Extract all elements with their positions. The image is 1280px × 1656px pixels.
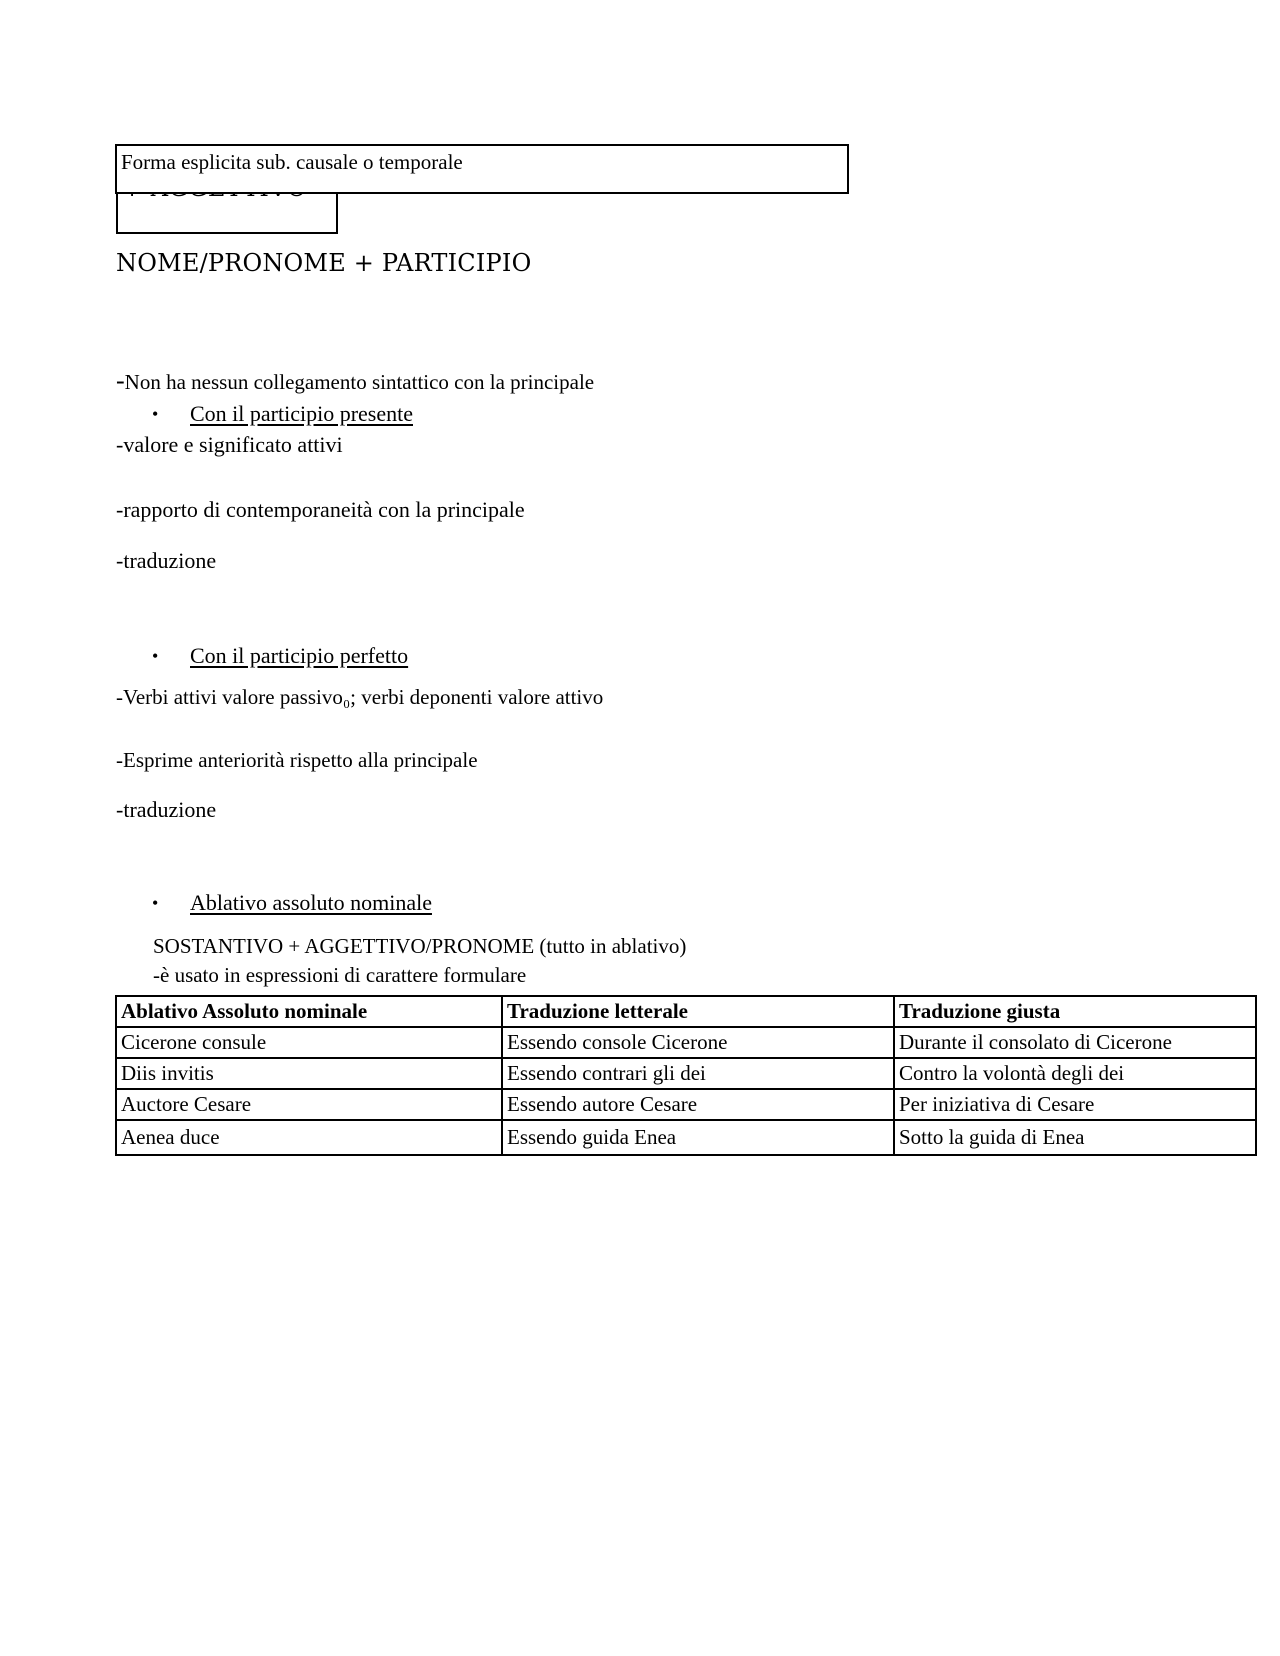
table-header-row bbox=[116, 996, 1256, 1027]
table-row bbox=[116, 1058, 1256, 1089]
intro-line bbox=[116, 368, 594, 395]
table-cell: Essendo autore Cesare bbox=[502, 1089, 894, 1120]
section-line: -valore e significato attivi bbox=[116, 432, 343, 457]
table-row bbox=[116, 1089, 1256, 1120]
intro-dash: - bbox=[116, 366, 125, 395]
bullet-icon: • bbox=[152, 893, 159, 913]
table-cell: Diis invitis bbox=[116, 1058, 502, 1089]
table-row bbox=[116, 1027, 1256, 1058]
table-cell: Sotto la guida di Enea bbox=[894, 1120, 1256, 1155]
bullet-icon: • bbox=[152, 646, 159, 666]
table-header-cell: Traduzione giusta bbox=[894, 996, 1256, 1027]
table-cell: Contro la volontà degli dei bbox=[894, 1058, 1256, 1089]
text-box-forma-esplicita: Forma esplicita sub. causale o temporale bbox=[115, 144, 849, 194]
section-title-ablativo-assoluto: Ablativo assoluto nominale bbox=[190, 890, 432, 915]
table-cell: Auctore Cesare bbox=[116, 1089, 502, 1120]
table-row bbox=[116, 1120, 1256, 1155]
section-line: -traduzione bbox=[116, 548, 217, 573]
page-heading: NOME/PRONOME + PARTICIPIO bbox=[116, 249, 532, 277]
section-line-formula: SOSTANTIVO + AGGETTIVO/PRONOME (tutto in ablativo) bbox=[153, 934, 687, 958]
section-title-participio-presente: Con il participio presente bbox=[190, 401, 413, 426]
table-cell: Durante il consolato di Cicerone bbox=[894, 1027, 1256, 1058]
intro-text: Non ha nessun collegamento sintattico con la principale bbox=[124, 370, 595, 394]
table-cell: Essendo guida Enea bbox=[502, 1120, 894, 1155]
table-cell: Aenea duce bbox=[116, 1120, 502, 1155]
ablativo-table bbox=[115, 995, 1257, 1156]
section-title-participio-perfetto: Con il participio perfetto bbox=[190, 643, 409, 668]
section-line: -rapporto di contemporaneità con la principale bbox=[116, 497, 525, 522]
section-line: -è usato in espressioni di carattere formulare bbox=[153, 963, 527, 987]
table-header-cell: Ablativo Assoluto nominale bbox=[116, 996, 502, 1027]
table-header-cell: Traduzione letterale bbox=[502, 996, 894, 1027]
table-cell: Cicerone consule bbox=[116, 1027, 502, 1058]
section-line: -Esprime anteriorità rispetto alla principale bbox=[116, 748, 478, 772]
table-cell: Per iniziativa di Cesare bbox=[894, 1089, 1256, 1120]
section-line: -Verbi attivi valore passivo₀; verbi deponenti valore attivo bbox=[116, 685, 604, 709]
section-line: -traduzione bbox=[116, 797, 217, 822]
bullet-icon: • bbox=[152, 404, 159, 424]
table-cell: Essendo contrari gli dei bbox=[502, 1058, 894, 1089]
table-cell: Essendo console Cicerone bbox=[502, 1027, 894, 1058]
